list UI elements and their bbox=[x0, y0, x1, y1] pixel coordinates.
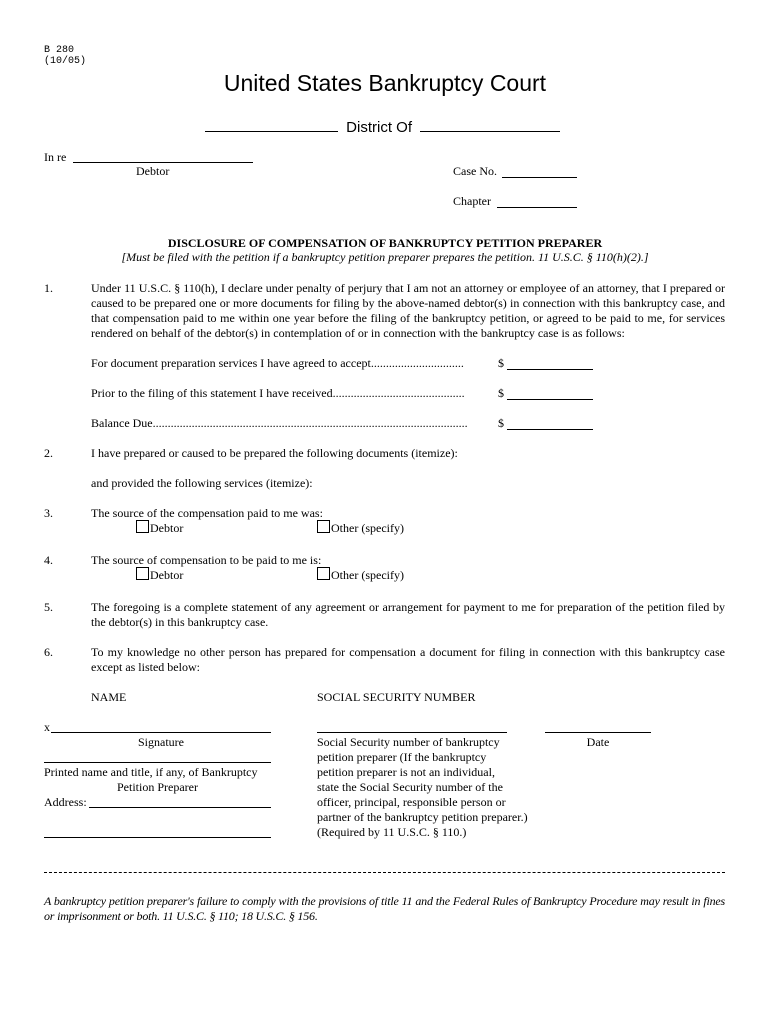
court-title: United States Bankruptcy Court bbox=[223, 70, 547, 96]
item-5-number: 5. bbox=[44, 600, 53, 614]
ssn-description: Social Security number of bankruptcy petition preparer (If the bankruptcy petition preparer is not an individual, state the Social Security number of the officer, principal, responsible person or partner of the bankruptcy petition preparer.) (Required by 11 U.S.C. § 110.) bbox=[317, 735, 528, 839]
balance-due-label: Balance Due......................................................................................................... bbox=[91, 416, 468, 430]
balance-due-amount-field[interactable] bbox=[507, 429, 593, 430]
separator-dashed bbox=[44, 872, 725, 873]
address-label: Address: bbox=[44, 795, 87, 809]
printed-name-label-1: Printed name and title, if any, of Bankruptcy bbox=[44, 765, 258, 779]
balance-due-dollar: $ bbox=[498, 416, 504, 430]
chapter-label: Chapter bbox=[453, 194, 491, 208]
address-field-1[interactable] bbox=[89, 807, 271, 808]
printed-name-field[interactable] bbox=[44, 762, 271, 763]
checkbox-icon[interactable] bbox=[317, 567, 330, 580]
signature-field[interactable] bbox=[51, 732, 271, 733]
item-4-number: 4. bbox=[44, 553, 53, 567]
item-4-debtor-option[interactable]: Debtor bbox=[136, 567, 183, 583]
footer-warning: A bankruptcy petition preparer's failure to comply with the provisions of title 11 and the Federal Rules of Bankruptcy Procedure may result in fines or imprisonment or both. 11 U.S.C. § 110; 18 U.S.C. § 156. bbox=[44, 894, 725, 923]
district-state-field[interactable] bbox=[420, 119, 560, 132]
case-no-label: Case No. bbox=[453, 164, 497, 178]
item-6-text: To my knowledge no other person has prepared for compensation a document for filing in connection with this bankruptcy case except as listed below: bbox=[91, 645, 725, 674]
printed-name-label-2: Petition Preparer bbox=[117, 780, 198, 794]
item-2-number: 2. bbox=[44, 446, 53, 460]
item-2-services-text: and provided the following services (itemize): bbox=[91, 476, 313, 490]
signature-x: x bbox=[44, 720, 50, 734]
chapter-field[interactable] bbox=[497, 207, 577, 208]
fee-accept-dollar: $ bbox=[498, 356, 504, 370]
item-1-number: 1. bbox=[44, 281, 53, 295]
date-field[interactable] bbox=[545, 732, 651, 733]
case-no-field[interactable] bbox=[502, 177, 577, 178]
ssn-field[interactable] bbox=[317, 732, 507, 733]
disclosure-subtitle: [Must be filed with the petition if a bankruptcy petition preparer prepares the petition. 11 U.S.C. § 110(h)(2).] bbox=[121, 250, 649, 264]
item-4-other-option[interactable]: Other (specify) bbox=[317, 567, 404, 583]
item-3-other-option[interactable]: Other (specify) bbox=[317, 520, 404, 536]
item-2-text: I have prepared or caused to be prepared the following documents (itemize): bbox=[91, 446, 458, 460]
name-column-header: NAME bbox=[91, 690, 127, 704]
fee-received-amount-field[interactable] bbox=[507, 399, 593, 400]
debtor-name-field[interactable] bbox=[73, 162, 253, 163]
checkbox-icon[interactable] bbox=[136, 520, 149, 533]
checkbox-icon[interactable] bbox=[136, 567, 149, 580]
district-line bbox=[205, 119, 560, 136]
form-revision: (10/05) bbox=[44, 56, 87, 67]
checkbox-icon[interactable] bbox=[317, 520, 330, 533]
debtor-label: Debtor bbox=[136, 164, 170, 178]
ssn-column-header: SOCIAL SECURITY NUMBER bbox=[317, 690, 476, 704]
signature-label: Signature bbox=[138, 735, 184, 749]
in-re-label: In re bbox=[44, 150, 67, 164]
item-5-text: The foregoing is a complete statement of any agreement or arrangement for payment to me for preparation of the petition filed by the debtor(s) in this bankruptcy case. bbox=[91, 600, 725, 629]
fee-accept-amount-field[interactable] bbox=[507, 369, 593, 370]
address-field-2[interactable] bbox=[44, 837, 271, 838]
fee-accept-label: For document preparation services I have agreed to accept............................... bbox=[91, 356, 464, 370]
item-3-debtor-option[interactable]: Debtor bbox=[136, 520, 183, 536]
item-1-text: Under 11 U.S.C. § 110(h), I declare under penalty of perjury that I am not an attorney or employee of an attorney, that I prepared or caused to be prepared one or more documents for filing by the above-named debtor(s) in connection with this bankruptcy case, and that compensation paid to me within one year before the filing of the bankruptcy petition, or agreed to be paid to me, for services rendered on behalf of the debtor(s) in contemplation of or in connection with the bankruptcy case is as follows: bbox=[91, 281, 725, 340]
district-name-field[interactable] bbox=[205, 119, 338, 132]
item-3-text: The source of the compensation paid to me was: bbox=[91, 506, 323, 520]
fee-received-label: Prior to the filing of this statement I have received............................................ bbox=[91, 386, 465, 400]
item-4-text: The source of compensation to be paid to me is: bbox=[91, 553, 322, 567]
item-6-number: 6. bbox=[44, 645, 53, 659]
disclosure-title: DISCLOSURE OF COMPENSATION OF BANKRUPTCY PETITION PREPARER bbox=[167, 236, 603, 250]
date-label: Date bbox=[586, 735, 610, 749]
district-label: District Of bbox=[346, 119, 413, 136]
fee-received-dollar: $ bbox=[498, 386, 504, 400]
item-3-number: 3. bbox=[44, 506, 53, 520]
form-number: B 280 bbox=[44, 45, 75, 56]
